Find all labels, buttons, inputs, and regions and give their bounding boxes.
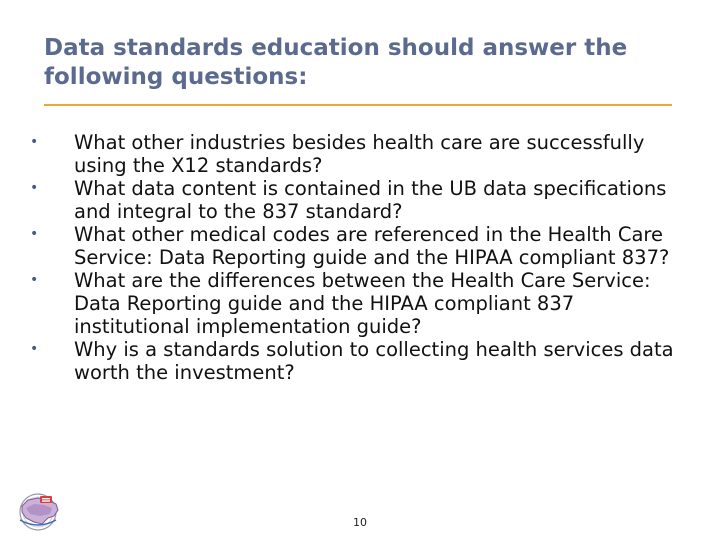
logo-graphic	[14, 488, 66, 532]
bullet-item	[26, 338, 686, 384]
bullet-dot-icon: •	[30, 134, 39, 150]
bullet-item	[26, 223, 686, 269]
bullet-item	[26, 177, 686, 223]
us-map-seal-icon	[14, 488, 66, 532]
bullet-item	[26, 269, 686, 338]
bullet-text: What other medical codes are referenced in the Health Care Service: Data Reporting guide and the HIPAA compliant 837?	[74, 223, 670, 269]
bullet-dot-icon: •	[30, 180, 39, 196]
bullet-text: Why is a standards solution to collecting health services data worth the investment?	[74, 338, 674, 384]
bullet-dot-icon: •	[30, 272, 39, 288]
bullet-text: What data content is contained in the UB data specifications and integral to the 837 standard?	[74, 177, 667, 223]
page-number: 10	[353, 516, 367, 529]
bullet-list	[26, 131, 686, 384]
bullet-dot-icon: •	[30, 341, 39, 357]
bullet-text: What are the differences between the Health Care Service: Data Reporting guide and the HIPAA compliant 837 institutional implementation guide?	[74, 269, 651, 338]
bullet-dot-icon: •	[30, 226, 39, 242]
title-divider	[44, 104, 672, 106]
bullet-item	[26, 131, 686, 177]
slide-title: Data standards education should answer the following questions:	[44, 35, 628, 90]
bullet-text: What other industries besides health care are successfully using the X12 standards?	[74, 131, 645, 177]
